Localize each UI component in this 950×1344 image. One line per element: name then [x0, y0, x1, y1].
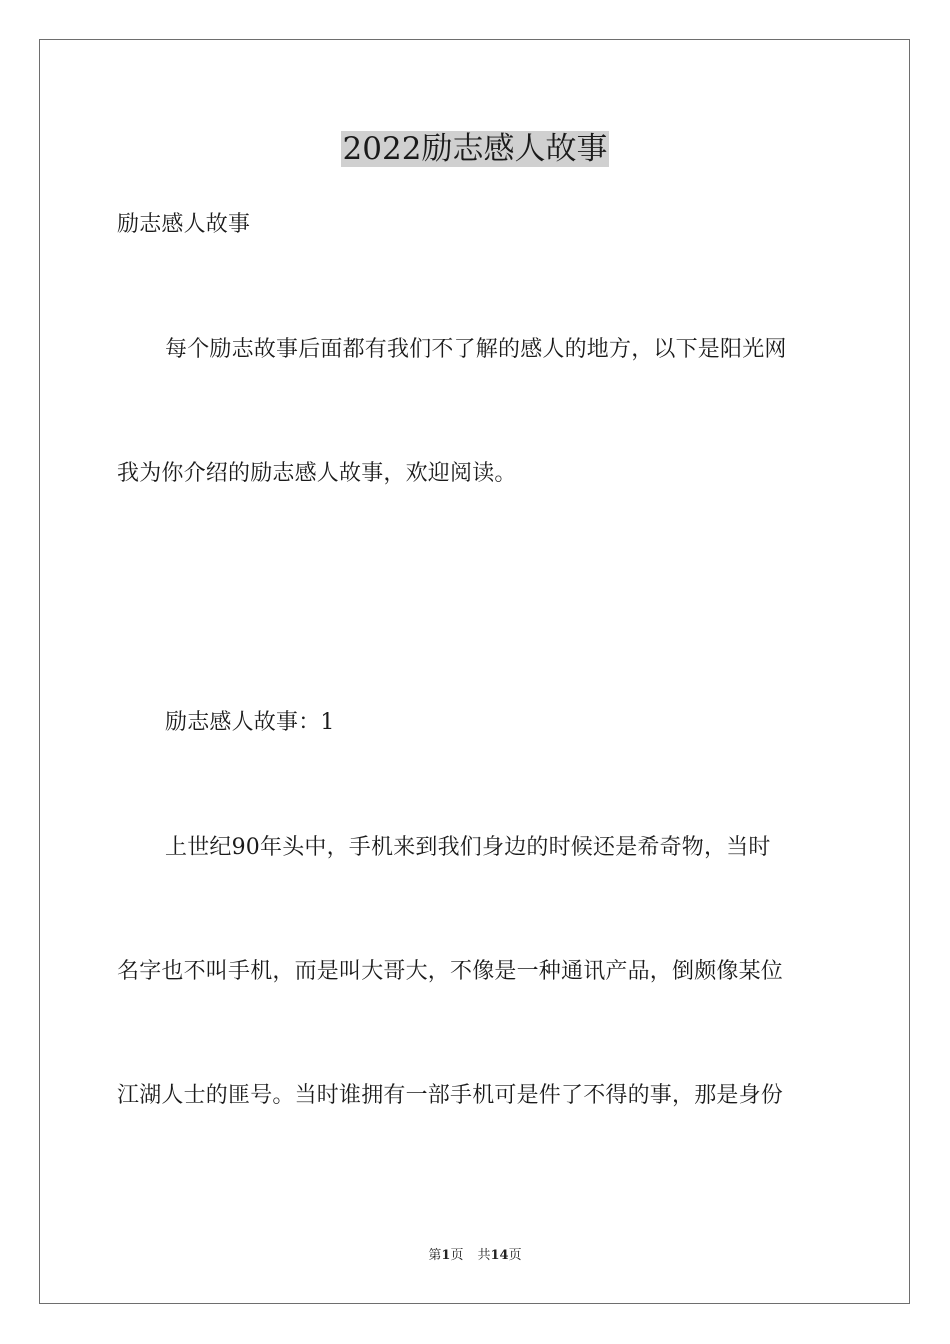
footer-total-pages: 14 [490, 1248, 509, 1263]
footer-total-prefix: 共 [477, 1248, 491, 1263]
paragraph-2-line-2: 名字也不叫手机，而是叫大哥大，不像是一种通讯产品，倒颇像某位 [117, 959, 784, 984]
footer-page-unit: 页 [450, 1248, 464, 1263]
subtitle: 励志感人故事 [117, 212, 251, 237]
footer-page-number: 1 [441, 1248, 451, 1263]
footer-prefix: 第 [428, 1248, 442, 1263]
section-heading-1: 励志感人故事：1 [165, 710, 335, 735]
title-text: 2022励志感人故事 [342, 131, 608, 167]
paragraph-2-line-1: 上世纪90年头中，手机来到我们身边的时候还是希奇物，当时 [165, 835, 771, 860]
footer-total-unit: 页 [508, 1248, 522, 1263]
page-footer [0, 1247, 950, 1265]
document-title [0, 128, 950, 170]
paragraph-1-line-2: 我为你介绍的励志感人故事，欢迎阅读。 [117, 461, 517, 486]
paragraph-2-line-3: 江湖人士的匪号。当时谁拥有一部手机可是件了不得的事，那是身份 [117, 1083, 784, 1108]
paragraph-1-line-1: 每个励志故事后面都有我们不了解的感人的地方，以下是阳光网 [165, 337, 787, 362]
